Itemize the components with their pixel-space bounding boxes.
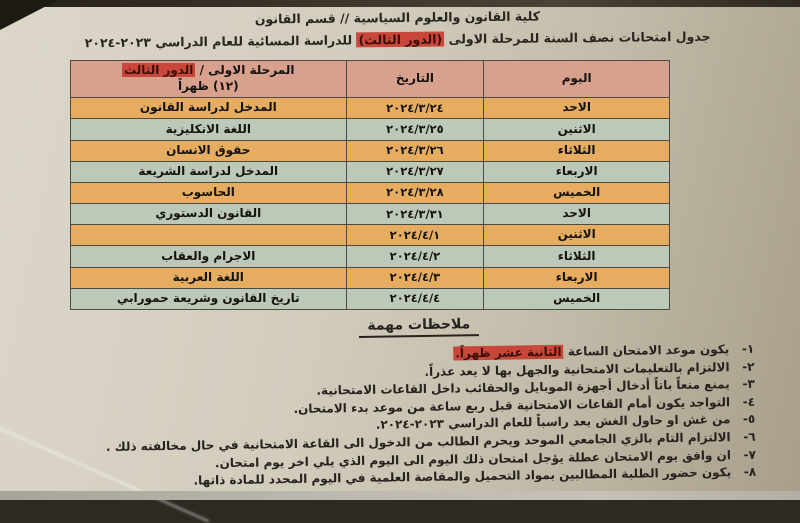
- notes-section: [84, 312, 757, 492]
- subject-cell: تاريخ القانون وشريعة حمورابي: [71, 288, 347, 309]
- table-row: [71, 161, 670, 182]
- table-row: [71, 98, 670, 119]
- date-cell: ٢٠٢٤/٤/٣: [346, 267, 484, 288]
- note-text: يكون حضور الطلبة المطالبين بمواد التحميل والمقاصة العلمية في اليوم المحدد للمادة ذاتها.: [193, 465, 732, 488]
- day-cell: الاحد: [484, 204, 670, 225]
- date-cell: ٢٠٢٤/٣/٢٧: [346, 161, 484, 182]
- note-number: ٥-: [742, 412, 756, 427]
- table-row: [71, 246, 670, 267]
- photo-bottom-edge: [0, 491, 800, 500]
- exam-schedule-table: [70, 60, 670, 310]
- date-cell: ٢٠٢٤/٣/٢٤: [346, 98, 484, 119]
- date-cell: ٢٠٢٤/٤/٤: [346, 288, 484, 309]
- subject-cell: اللغة العربية: [71, 267, 347, 288]
- note-text: الالتزام التام بالزي الجامعي الموحد ويحرم الطالب من الدخول الى القاعة الامتحانية في حال مخالفته ذلك .: [105, 430, 731, 454]
- note-number: ١-: [741, 341, 755, 356]
- subject-cell: المدخل لدراسة الشريعة: [71, 161, 347, 182]
- subject-cell: حقوق الانسان: [71, 140, 347, 161]
- day-cell: الخميس: [484, 288, 670, 309]
- note-number: ٤-: [742, 394, 756, 409]
- stage-prefix: المرحلة الاولى /: [195, 63, 295, 78]
- notes-heading: ملاحظات مهمة: [359, 316, 479, 338]
- subject-cell: [71, 225, 347, 246]
- note-number: ٦-: [743, 429, 756, 444]
- table-row: [71, 119, 670, 140]
- note-text: الالتزام بالتعليمات الامتحانية والجهل بها لا يعد عذراً.: [424, 359, 730, 379]
- day-cell: الاحد: [484, 98, 670, 119]
- day-cell: الخميس: [484, 182, 670, 203]
- date-cell: ٢٠٢٤/٤/١: [346, 225, 484, 246]
- note-number: ٢-: [742, 359, 755, 374]
- document-title: كلية القانون والعلوم السياسية // قسم القانون: [254, 8, 541, 27]
- note-number: ٣-: [742, 376, 755, 392]
- table-row: [71, 225, 670, 246]
- table-row: [71, 182, 670, 203]
- header-date: التاريخ: [346, 61, 484, 98]
- day-cell: الاثنين: [484, 119, 670, 140]
- note-text: من غش او حاول الغش يعد راسباً للعام الدراسي ٢٠٢٣-٢٠٢٤.: [375, 412, 731, 433]
- note-text-pre: يكون موعد الامتحان الساعة: [563, 342, 730, 359]
- table-row: [71, 204, 670, 225]
- document-subtitle: [20, 28, 775, 51]
- subtitle-post: للدراسة المسائية للعام الدراسي ٢٠٢٣-٢٠٢٤: [84, 32, 357, 51]
- stage-time: (١٢) ظهراً: [177, 79, 239, 94]
- date-cell: ٢٠٢٤/٣/٢٥: [346, 119, 484, 140]
- header-day: اليوم: [484, 61, 670, 98]
- note-number: ٨-: [743, 464, 757, 480]
- date-cell: ٢٠٢٤/٣/٣١: [346, 204, 484, 225]
- stage-highlight-third-round: الدور الثالث: [124, 63, 194, 78]
- subtitle-pre: جدول امتحانات نصف السنة للمرحلة الاولى: [444, 28, 711, 47]
- table-row: [71, 140, 670, 161]
- subject-cell: الاجرام والعقاب: [71, 246, 347, 267]
- stage-line: [75, 64, 342, 78]
- subject-cell: اللغة الانكليزية: [71, 119, 347, 140]
- note-text: ان وافق يوم الامتحان عطلة يؤجل امتحان ذلك اليوم الى اليوم الذي يلي اخر يوم امتحان.: [214, 447, 731, 470]
- day-cell: الاثنين: [484, 225, 670, 246]
- day-cell: الاربعاء: [484, 161, 670, 182]
- header-stage: [71, 61, 347, 98]
- table-row: [71, 288, 670, 309]
- subject-cell: الحاسوب: [71, 182, 347, 203]
- subtitle-highlight-third-round: (الدور الثالث): [358, 31, 443, 48]
- day-cell: الثلاثاء: [484, 140, 670, 161]
- note-number: ٧-: [743, 447, 756, 462]
- note-highlight-exam-time: الثانية عشر ظهراً.: [455, 344, 562, 361]
- day-cell: الثلاثاء: [484, 246, 670, 267]
- note-text: يمنع منعاً باتاً أدخال أجهزة الموبايل والحقائب داخل القاعات الامتحانية.: [316, 377, 730, 398]
- subject-cell: المدخل لدراسة القانون: [71, 98, 347, 119]
- date-cell: ٢٠٢٤/٣/٢٦: [346, 140, 484, 161]
- day-cell: الاربعاء: [484, 267, 670, 288]
- document-header: [20, 6, 775, 51]
- table-row: [71, 267, 670, 288]
- date-cell: ٢٠٢٤/٤/٢: [346, 246, 484, 267]
- date-cell: ٢٠٢٤/٣/٢٨: [346, 182, 484, 203]
- table-header-row: [71, 61, 670, 98]
- note-text: التواجد يكون أمام القاعات الامتحانية قبل ربع ساعة من موعد بدء الامتحان.: [293, 394, 731, 416]
- subject-cell: القانون الدستوري: [71, 204, 347, 225]
- photo-top-edge: [0, 0, 800, 7]
